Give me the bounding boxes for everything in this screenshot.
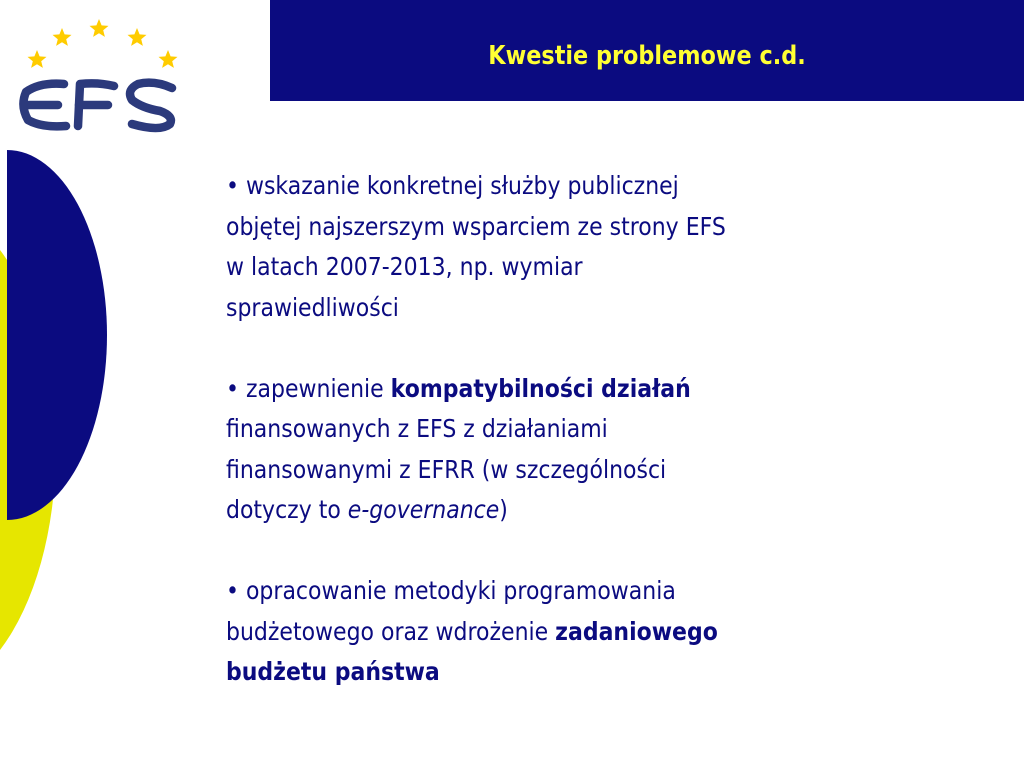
bullet-text: w latach 2007-2013, np. wymiar	[226, 252, 583, 281]
bullet-text: )	[499, 495, 508, 524]
bullet-text: finansowanymi z EFRR (w szczególności	[226, 454, 667, 484]
bullet-list	[226, 166, 926, 733]
decorative-half-circles	[0, 150, 140, 650]
efs-logo-icon	[14, 16, 189, 138]
bullet-item	[226, 369, 904, 531]
bullet-text: budżetowego oraz wdrożenie	[226, 616, 556, 646]
bullet-text: opracowanie metodyki programowania	[238, 576, 676, 605]
bullet-text: objętej najszerszym wsparciem ze strony EFS	[226, 211, 726, 241]
bullet-text: finansowanych z EFS z działaniami	[226, 414, 608, 443]
bullet-text: wskazanie konkretnej służby publicznej	[238, 171, 679, 200]
eu-stars-icon	[28, 19, 178, 68]
bullet-marker: •	[226, 373, 239, 403]
bold-text: kompatybilności działań	[390, 373, 691, 403]
bullet-item	[226, 166, 904, 328]
bullet-text: zapewnienie	[238, 373, 391, 403]
slide-title: Kwestie problemowe c.d.	[488, 41, 806, 71]
bullet-marker: •	[226, 576, 239, 605]
bold-text: zadaniowego	[555, 616, 718, 646]
bullet-text: sprawiedliwości	[226, 292, 399, 322]
bullet-text: dotyczy to	[226, 495, 348, 524]
italic-text: e-governance	[347, 495, 500, 524]
bullet-item	[226, 571, 904, 693]
bullet-marker: •	[226, 171, 239, 200]
bold-text: budżetu państwa	[226, 657, 440, 686]
